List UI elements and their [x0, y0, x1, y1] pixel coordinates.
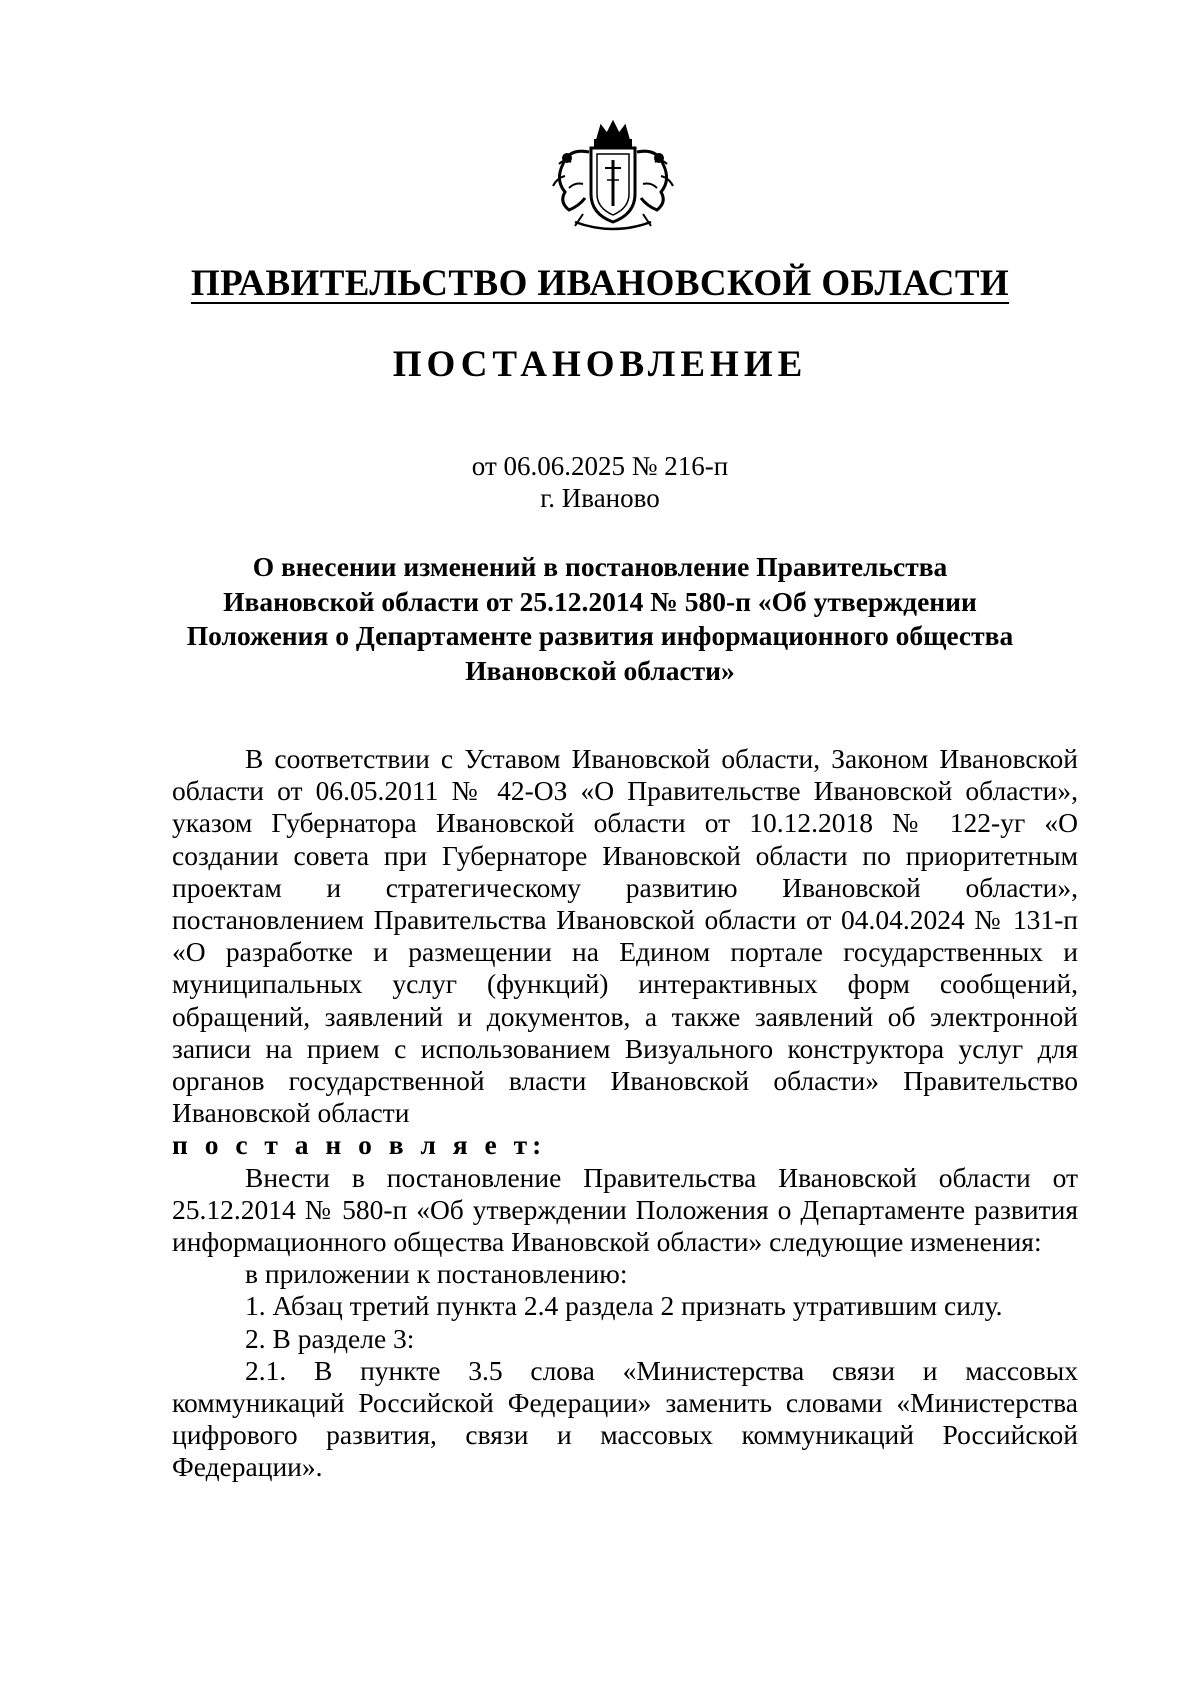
item-1: 1. Абзац третий пункта 2.4 раздела 2 признать утратившим силу. — [245, 1290, 1003, 1322]
document-body — [172, 743, 1078, 1484]
coat-of-arms-icon — [545, 118, 681, 236]
intro-paragraph: Внести в постановление Правительства Ивановской области от 25.12.2014 № 580-п «Об утверждении Положения о Департаменте развития информационного общества Ивановской области» следующие изменения: — [172, 1161, 1078, 1258]
organization-title: ПРАВИТЕЛЬСТВО ИВАНОВСКОЙ ОБЛАСТИ — [190, 263, 1010, 304]
item-2: 2. В разделе 3: — [245, 1322, 415, 1354]
document-meta — [0, 450, 1200, 514]
date-number: от 06.06.2025 № 216-п — [471, 451, 729, 481]
preamble-paragraph: В соответствии с Уставом Ивановской области, Законом Ивановской области от 06.05.2011 № 42-ОЗ «О Правительстве Ивановской области», указом Губернатора Ивановской области от 10.12.2018 № 122-уг «О создании совета при Губернаторе Ивановской области по приоритетным проектам и стратегическому развитию Ивановской области», постановлением Правительства Ивановской области от 04.04.2024 № 131-п «О разработке и размещении на Едином портале государственных и муниципальных услуг (функций) интерактивных форм сообщений, обращений, заявлений и документов, а также заявлений об электронной записи на прием с использованием Визуального конструктора услуг для органов государственной власти Ивановской области» Правительство Ивановской области — [172, 743, 1078, 1129]
subject-line: О внесении изменений в постановление Правительства — [252, 551, 948, 582]
resolves-word: п о с т а н о в л я е т: — [172, 1129, 547, 1161]
item-2-1: 2.1. В пункте 3.5 слова «Министерства связи и массовых коммуникаций Российской Федерации» заменить словами «Министерства цифрового развития, связи и массовых коммуникаций Российской Федерации». — [172, 1354, 1078, 1483]
document-subject — [160, 550, 1040, 688]
subject-line: Ивановской области от 25.12.2014 № 580-п «Об утверждении — [223, 585, 977, 617]
subject-line: Ивановской области» — [465, 654, 735, 686]
appendix-line: в приложении к постановлению: — [245, 1258, 628, 1290]
subject-line: Положения о Департаменте развития информационного общества — [186, 620, 1014, 651]
document-type-title: ПОСТАНОВЛЕНИЕ — [392, 344, 808, 385]
city: г. Иваново — [540, 483, 660, 513]
